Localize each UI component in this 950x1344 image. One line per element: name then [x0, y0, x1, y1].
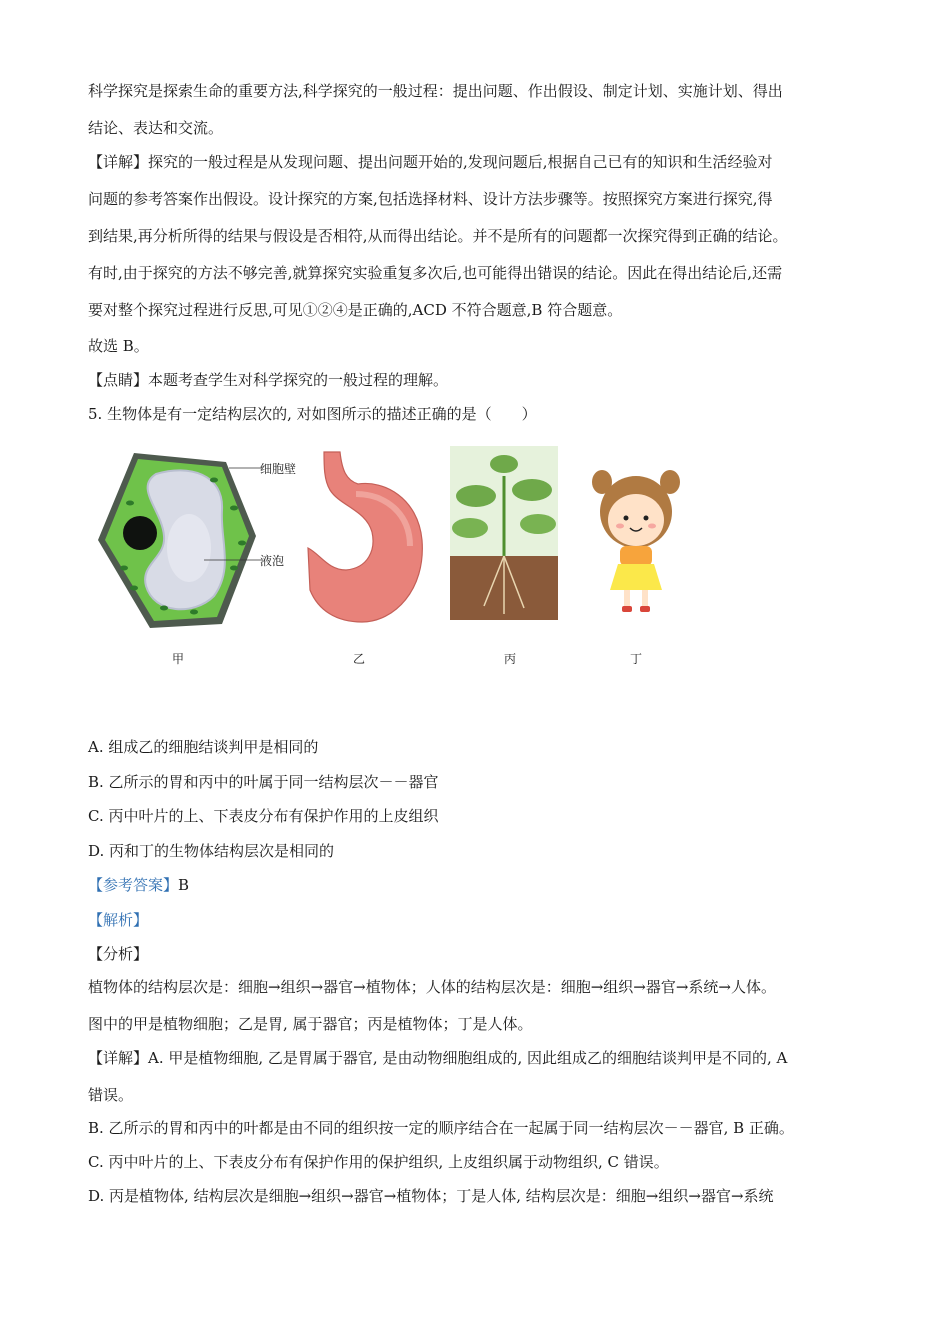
question-figure — [88, 440, 788, 680]
prev-text-line: 到结果,再分析所得的结果与假设是否相符,从而得出结论。并不是所有的问题都一次探究得到正确的结论。 — [88, 227, 788, 245]
explanation-line: 错误。 — [88, 1086, 134, 1104]
prev-text-line: 结论、表达和交流。 — [88, 119, 224, 137]
figure-label-bing: 丙 — [504, 652, 517, 666]
explanation-line: 图中的甲是植物细胞；乙是胃, 属于器官；丙是植物体；丁是人体。 — [88, 1015, 533, 1033]
prev-text-line: 要对整个探究过程进行反思,可见①②④是正确的,ACD 不符合题意,B 符合题意。 — [88, 301, 623, 319]
option-a: A. 组成乙的细胞结谈判甲是相同的 — [88, 738, 319, 756]
option-b: B. 乙所示的胃和丙中的叶属于同一结构层次－－器官 — [88, 773, 439, 791]
figure-label-ding: 丁 — [630, 652, 643, 666]
answer-value: B — [178, 876, 190, 894]
girl-image — [588, 462, 684, 614]
option-d: D. 丙和丁的生物体结构层次是相同的 — [88, 842, 335, 860]
prev-text-line: 故选 B。 — [88, 337, 149, 355]
explanation-line: 【详解】A. 甲是植物细胞, 乙是胃属于器官, 是由动物细胞组成的, 因此组成乙的细胞结谈判甲是不同的, A — [88, 1049, 788, 1067]
analysis-label: 【解析】 — [88, 911, 149, 929]
figure-label-yi: 乙 — [353, 652, 366, 666]
answer-line — [88, 875, 868, 895]
cell-wall-label: 细胞壁 — [260, 462, 297, 476]
prev-text-line: 问题的参考答案作出假设。设计探究的方案,包括选择材料、设计方法步骤等。按照探究方案进行探究,得 — [88, 190, 773, 208]
explanation-line: C. 丙中叶片的上、下表皮分布有保护作用的保护组织, 上皮组织属于动物组织, C 错误。 — [88, 1153, 669, 1171]
explanation-line: 植物体的结构层次是：细胞→组织→器官→植物体；人体的结构层次是：细胞→组织→器官→系统→人体。 — [88, 978, 776, 996]
vacuole-label: 液泡 — [260, 554, 285, 568]
explanation-line: D. 丙是植物体, 结构层次是细胞→组织→器官→植物体；丁是人体, 结构层次是：细胞→组织→器官→系统 — [88, 1187, 774, 1205]
answer-label: 【参考答案】 — [88, 876, 179, 894]
prev-text-line: 【点睛】本题考查学生对科学探究的一般过程的理解。 — [88, 371, 449, 389]
plant-image — [450, 446, 558, 620]
option-c: C. 丙中叶片的上、下表皮分布有保护作用的上皮组织 — [88, 807, 439, 825]
figure-label-jia: 甲 — [172, 652, 185, 666]
stomach-image — [306, 450, 428, 626]
explanation-line: 【分析】 — [88, 945, 149, 963]
prev-text-line: 科学探究是探索生命的重要方法,科学探究的一般过程：提出问题、作出假设、制定计划、实施计划、得出 — [88, 82, 783, 100]
question-stem: 5. 生物体是有一定结构层次的, 对如图所示的描述正确的是（ ） — [88, 405, 537, 423]
explanation-line: B. 乙所示的胃和丙中的叶都是由不同的组织按一定的顺序结合在一起属于同一结构层次－－器官, B 正确。 — [88, 1119, 794, 1137]
prev-text-line: 有时,由于探究的方法不够完善,就算探究实验重复多次后,也可能得出错误的结论。因此在得出结论后,还需 — [88, 264, 783, 282]
prev-text-line: 【详解】探究的一般过程是从发现问题、提出问题开始的,发现问题后,根据自己已有的知识和生活经验对 — [88, 153, 773, 171]
